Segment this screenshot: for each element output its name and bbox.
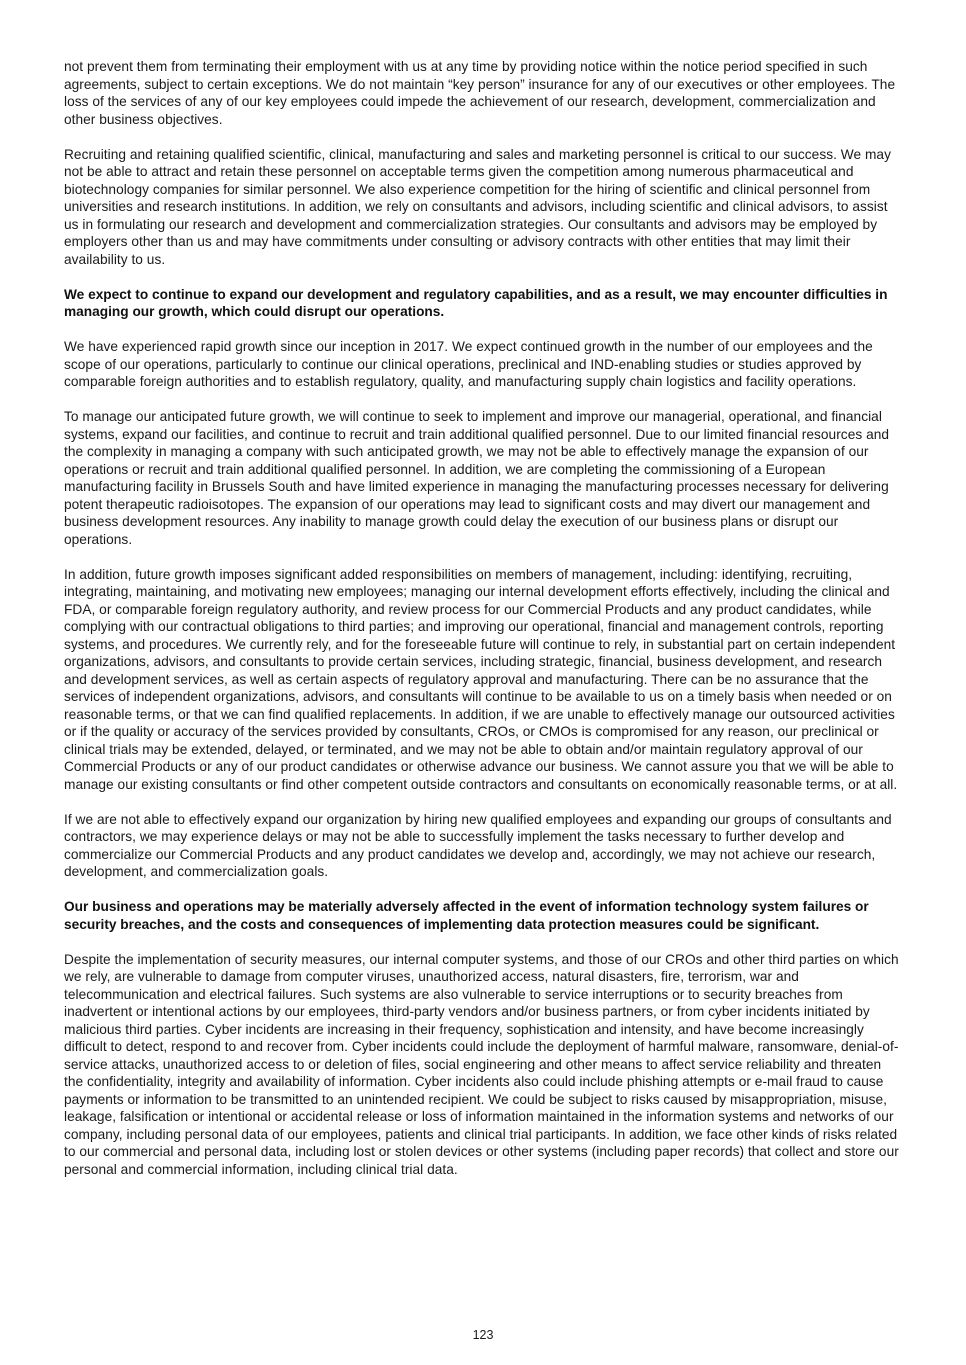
document-body bbox=[64, 58, 904, 1196]
paragraph-rapid-growth: We have experienced rapid growth since our inception in 2017. We expect continued growth in the number of our employees and the scope of our operations, particularly to continue our clinical operations, preclinical and IND-enabling studies or studies approved by comparable foreign authorities and to establish regulatory, quality, and manufacturing supply chain logistics and facility operations. bbox=[64, 339, 873, 389]
paragraph-management-responsibilities: In addition, future growth imposes significant added responsibilities on members of management, including: identifying, recruiting, integrating, maintaining, and motivating new employees; managing our internal development efforts effectively, including the clinical and FDA, or comparable foreign regulatory authority, and review process for our Commercial Products and any product candidates, while complying with our contractual obligations to third parties; and improving our operational, financial and management controls, reporting systems, and procedures. We currently rely, and for the foreseeable future will continue to rely, in substantial part on certain independent organizations, advisors, and consultants to provide certain services, including strategic, financial, business development, and research and development services, as well as certain aspects of regulatory approval and manufacturing. There can be no assurance that the services of independent organizations, advisors, and consultants will continue to be available to us on a timely basis when needed or on reasonable terms, or that we can find qualified replacements. In addition, if we are unable to effectively manage our outsourced activities or if the quality or accuracy of the services provided by consultants, CROs, or CMOs is compromised for any reason, our preclinical or clinical trials may be extended, delayed, or terminated, and we may not be able to obtain and/or maintain regulatory approval of our Commercial Products or any of our product candidates or otherwise advance our business. We cannot assure you that we will be able to manage our existing consultants or find other competent outside contractors and consultants on economically reasonable terms, or at all. bbox=[64, 566, 898, 792]
paragraph-security-measures: Despite the implementation of security measures, our internal computer systems, and those of our CROs and other third parties on which we rely, are vulnerable to damage from computer viruses, unauthorized access, natural disasters, fire, terrorism, war and telecommunication and electrical failures. Such systems are also vulnerable to service interruptions or to security breaches from inadvertent or intentional actions by our employees, third-party vendors and/or business partners, or from cyber incidents initiated by malicious third parties. Cyber incidents are increasing in their frequency, sophistication and intensity, and have become increasingly difficult to detect, respond to and recover from. Cyber incidents could include the deployment of harmful malware, ransomware, denial-of-service attacks, unauthorized access to or deletion of files, social engineering and other means to affect service reliability and threaten the confidentiality, integrity and availability of information. Cyber incidents also could include phishing attempts or e-mail fraud to cause payments or information to be transmitted to an unintended recipient. We could be subject to risks caused by misappropriation, misuse, leakage, falsification or intentional or accidental release or loss of information maintained in the information systems and networks of our company, including personal data of our employees, patients and clinical trial participants. In addition, we face other kinds of risks related to our commercial and personal data, including lost or stolen devices or other systems (including paper records) that collect and store our personal and commercial information, including clinical trial data. bbox=[64, 951, 899, 1177]
paragraph-recruiting: Recruiting and retaining qualified scientific, clinical, manufacturing and sales and marketing personnel is critical to our success. We may not be able to attract and retain these personnel on acceptable terms given the competition among numerous pharmaceutical and biotechnology companies for similar personnel. We also experience competition for the hiring of scientific and clinical personnel from universities and research institutions. In addition, we rely on consultants and advisors, including scientific and clinical advisors, to assist us in formulating our research and development and commercialization strategies. Our consultants and advisors may be employed by employers other than us and may have commitments under consulting or advisory contracts with other entities that may limit their availability to us. bbox=[64, 146, 891, 267]
paragraph-expand-organization: If we are not able to effectively expand our organization by hiring new qualified employees and expanding our groups of consultants and contractors, we may experience delays or may not be able to successfully implement the tasks necessary to further develop and commercialize our Commercial Products and any product candidates we develop and, accordingly, we may not achieve our research, development, and commercialization goals. bbox=[64, 811, 892, 879]
heading-growth-risk: We expect to continue to expand our development and regulatory capabilities, and as a result, we may encounter difficulties in managing our growth, which could disrupt our operations. bbox=[64, 286, 888, 319]
page-number: 123 bbox=[472, 1328, 494, 1342]
heading-it-security-risk: Our business and operations may be materially adversely affected in the event of information technology system failures or security breaches, and the costs and consequences of implementing data protection measures could be significant. bbox=[64, 899, 869, 932]
paragraph-manage-growth: To manage our anticipated future growth, we will continue to seek to implement and improve our managerial, operational, and financial systems, expand our facilities, and continue to recruit and train additional qualified personnel. Due to our limited financial resources and the complexity in managing a company with such anticipated growth, we may not be able to effectively manage the expansion of our operations or recruit and train additional qualified personnel. In addition, we are completing the commissioning of a European manufacturing facility in Brussels South and have limited experience in managing the manufacturing processes necessary for delivering potent therapeutic radioisotopes. The expansion of our operations may lead to significant costs and may divert our management and business development resources. Any inability to manage growth could delay the execution of our business plans or disrupt our operations. bbox=[64, 409, 890, 547]
paragraph-key-person: not prevent them from terminating their employment with us at any time by providing notice within the notice period specified in such agreements, subject to certain exceptions. We do not maintain “key person” insurance for any of our executives or other employees. The loss of the services of any of our key employees could impede the achievement of our research, development, commercialization and other business objectives. bbox=[64, 59, 896, 127]
